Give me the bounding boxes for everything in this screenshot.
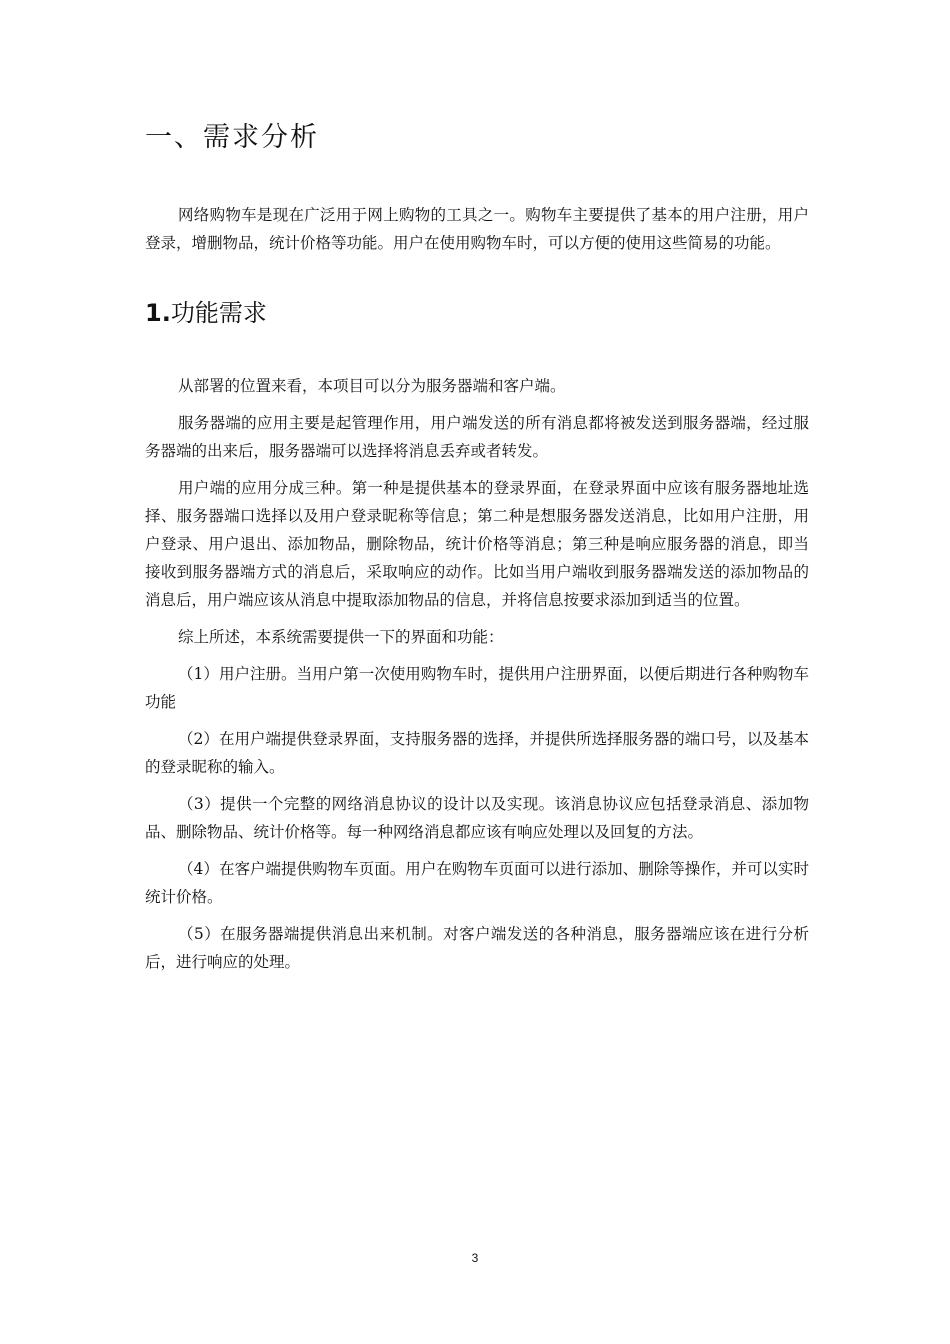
intro-paragraph: 网络购物车是现在广泛用于网上购物的工具之一。购物车主要提供了基本的用户注册，用户登录，增删物品，统计价格等功能。用户在使用购物车时，可以方便的使用这些简易的功能。 — [145, 206, 809, 252]
list-item-2: （2）在用户端提供登录界面，支持服务器的选择，并提供所选择服务器的端口号，以及基本的登录昵称的输入。 — [145, 730, 809, 776]
paragraph-server: 服务器端的应用主要是起管理作用，用户端发送的所有消息都将被发送到服务器端，经过服务器端的出来后，服务器端可以选择将消息丢弃或者转发。 — [145, 414, 809, 460]
list-item-4: （4）在客户端提供购物车页面。用户在购物车页面可以进行添加、删除等操作，并可以实时统计价格。 — [145, 860, 809, 906]
paragraph-summary: 综上所述，本系统需要提供一下的界面和功能： — [178, 628, 504, 646]
section-number: 1. — [145, 299, 171, 327]
section-title — [145, 296, 267, 330]
section-body — [145, 372, 809, 985]
chapter-title: 一、需求分析 — [145, 122, 319, 153]
page-number: 3 — [471, 1251, 479, 1265]
list-item-3: （3）提供一个完整的网络消息协议的设计以及实现。该消息协议应包括登录消息、添加物品、删除物品、统计价格等。每一种网络消息都应该有响应处理以及回复的方法。 — [145, 795, 809, 841]
section-title-text: 功能需求 — [170, 299, 267, 327]
paragraph-client: 用户端的应用分成三种。第一种是提供基本的登录界面，在登录界面中应该有服务器地址选择、服务器端口选择以及用户登录昵称等信息；第二种是想服务器发送消息，比如用户注册，用户登录、用户退出、添加物品，删除物品，统计价格等消息；第三种是响应服务器的消息，即当接收到服务器端方式的消息后，采取响应的动作。比如当用户端收到服务器端发送的添加物品的消息后，用户端应该从消息中提取添加物品的信息，并将信息按要求添加到适当的位置。 — [145, 479, 809, 609]
paragraph-deployment: 从部署的位置来看，本项目可以分为服务器端和客户端。 — [178, 377, 566, 395]
list-item-5: （5）在服务器端提供消息出来机制。对客户端发送的各种消息，服务器端应该在进行分析后，进行响应的处理。 — [145, 925, 809, 971]
list-item-1: （1）用户注册。当用户第一次使用购物车时，提供用户注册界面，以便后期进行各种购物车功能 — [145, 665, 809, 711]
